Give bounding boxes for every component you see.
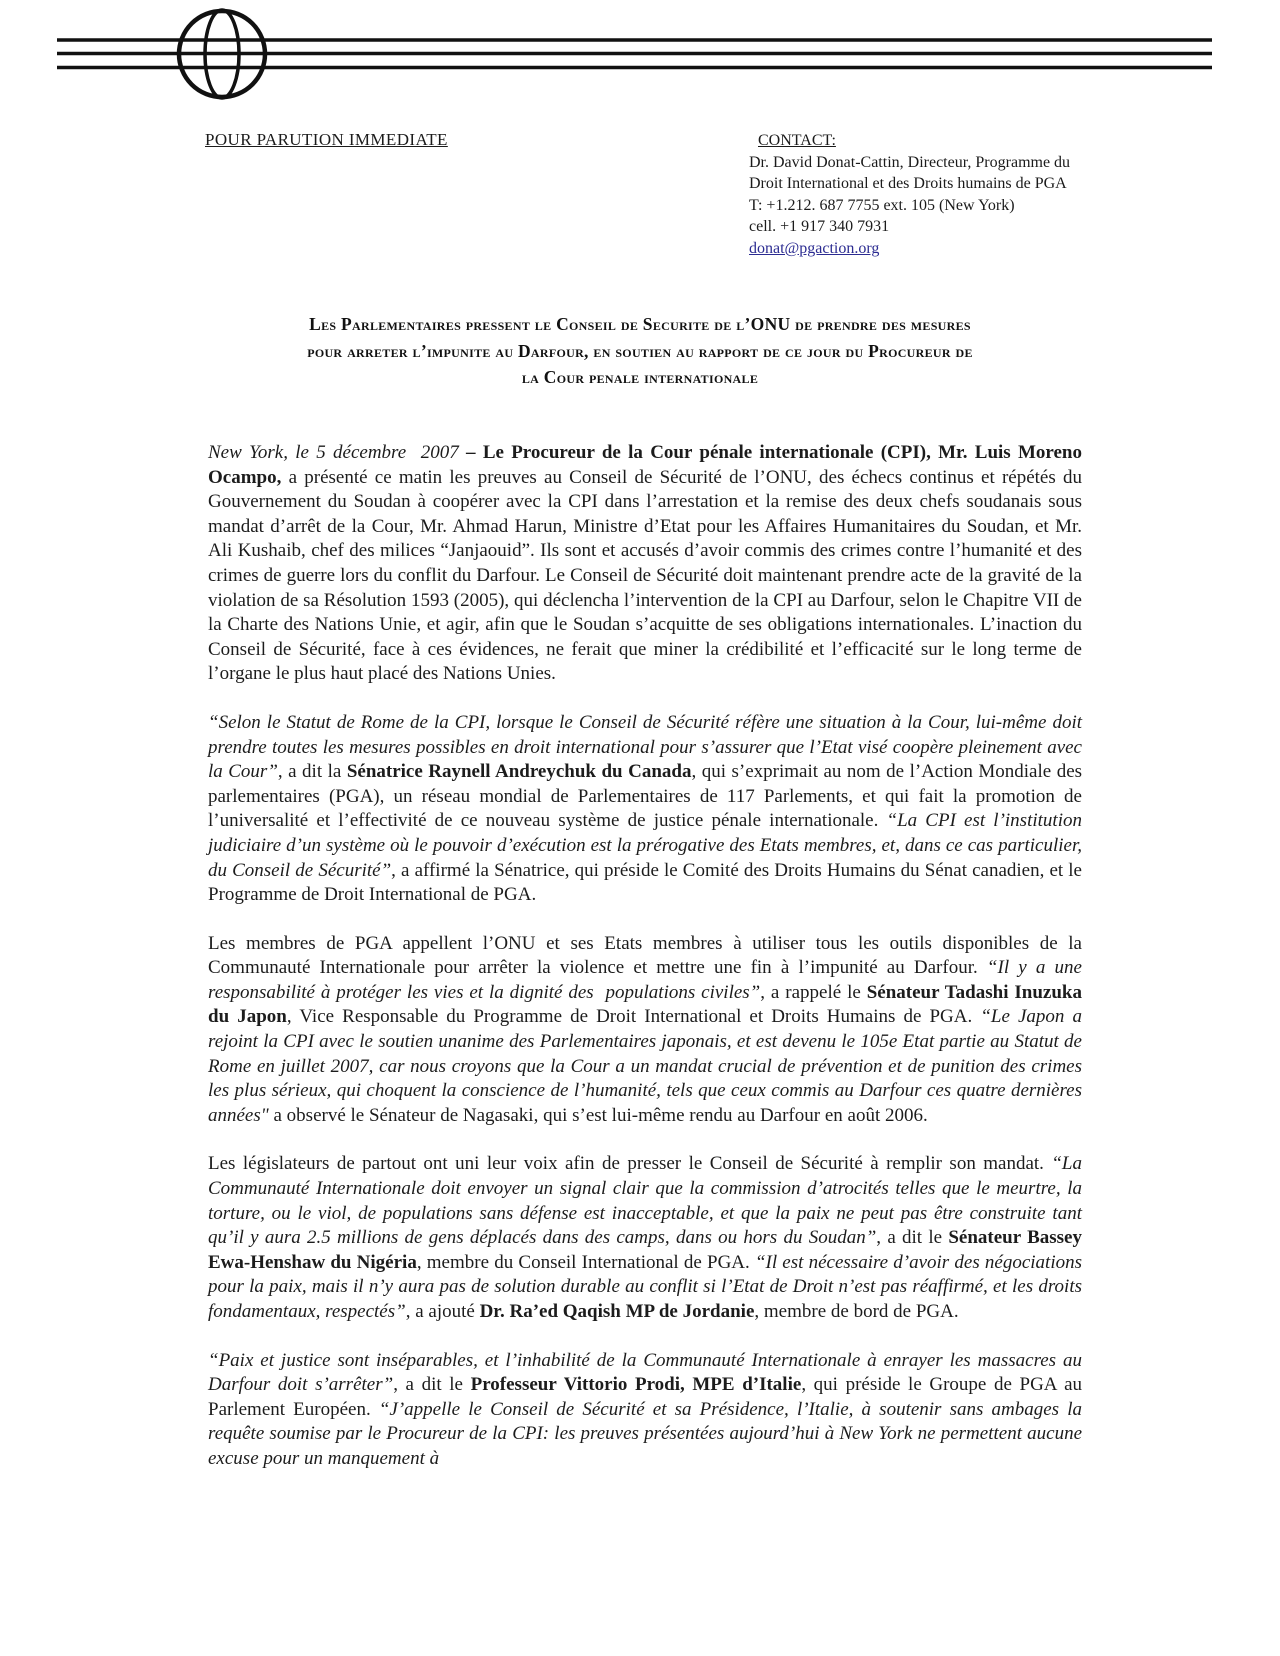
release-statement: POUR PARUTION IMMEDIATE [205, 130, 448, 149]
text-run-bold: Sénateur Bassey Ewa-Henshaw du Nigéria [208, 1227, 1082, 1273]
text-run-bold: – Le Procureur de la Cour pénale internationale (CPI), Mr. Luis Moreno Ocampo, [208, 442, 1082, 488]
text-run-bold: Dr. Ra’ed Qaqish MP de Jordanie [479, 1301, 755, 1322]
text-run-regular: , a dit le [393, 1374, 471, 1396]
title-line: pour arreter l’impunite au Darfour, en soutien au rapport de ce jour du Procureur de [307, 340, 973, 361]
text-run-regular: a présenté ce matin les preuves au Conseil de Sécurité de l’ONU, des échecs continus et répétés du Gouvernement du Soudan à coopérer avec la CPI dans l’arrestation et la remise des deux chefs soudanais sous mandat d’arrêt de la Cour, Mr. Ahmad Harun, Ministre d’Etat pour les Affaires Humanitaires du Soudan, et Mr. Ali Kushaib, chef des milices “Janjaouid”. Ils sont et accusés d’avoir commis des crimes contre l’humanité et des crimes de guerre lors du conflit du Darfour. Le Conseil de Sécurité doit maintenant prendre acte de la gravité de la violation de sa Résolution 1593 (2005), qui déclencha l’intervention de la CPI au Darfour, selon le Chapitre VII de la Charte des Nations Unie, et agir, afin que le Soudan s’acquitte de ses obligations internationales. L’inaction du Conseil de Sécurité, face à ces évidences, ne ferait que miner la crédibilité et l’efficacité sur le long terme de l’organe le plus haut placé des Nations Unies. [208, 466, 1082, 685]
title-line: Les Parlementaires pressent le Conseil de Securite de l’ONU de prendre des mesures [309, 314, 971, 334]
text-run-bold: Sénateur Tadashi Inuzuka du Japon [208, 981, 1082, 1028]
body-paragraph [208, 1349, 1082, 1472]
logo-rule-lines [57, 40, 1212, 68]
text-run-italic: “Paix et justice sont inséparables, et l’inhabilité de la Communauté Internationale à enrayer les massacres au Darfour doit s’arrêter” [208, 1349, 1082, 1396]
body-paragraph [208, 441, 1082, 687]
text-run-italic: “La Communauté Internationale doit envoyer un signal clair que la commission d’atrocités telles que le meurtre, la torture, ou le viol, de populations sans défense est inacceptable, et que la paix ne peut pas être construite tant qu’il y aura 2.5 millions de gens déplacés dans des camps, dans ou hors du Soudan” [208, 1153, 1082, 1249]
body-paragraph [208, 1152, 1082, 1324]
text-run-italic: “Il est nécessaire d’avoir des négociations pour la paix, mais il n’y aura pas de solution durable au conflit si l’Etat de Droit n’est pas réaffirmé, et les droits fondamentaux, respectés” [208, 1251, 1082, 1322]
contact-lines [749, 152, 1119, 238]
contact-line: Droit International et des Droits humains de PGA [749, 175, 1067, 192]
text-run-italic: New York, le 5 décembre 2007 [208, 442, 467, 463]
press-release-title [196, 311, 1084, 391]
contact-line: T: +1.212. 687 7755 ext. 105 (New York) [749, 196, 1015, 214]
text-run-italic: “Il y a une responsabilité à protéger les vies et la dignité des populations civiles” [208, 957, 1082, 1003]
pga-logo [0, 0, 1280, 110]
text-run-italic: “Selon le Statut de Rome de la CPI, lorsque le Conseil de Sécurité réfère une situation à la Cour, lui-même doit prendre toutes les mesures possibles en droit international pour s’assurer que l’Etat visé coopère pleinement avec la Cour” [208, 711, 1082, 783]
text-run-bold: Professeur Vittorio Prodi, MPE d’Italie [470, 1374, 802, 1396]
body-paragraph [208, 711, 1082, 908]
text-run-italic: “La CPI est l’institution judiciaire d’un système où le pouvoir d’exécution est la prérogative des Etats membres, et, dans ce cas particulier, du Conseil de Sécurité” [208, 810, 1082, 881]
text-run-regular: , a rappelé le [760, 981, 867, 1003]
text-run-regular: , a dit la [277, 761, 347, 783]
contact-block [749, 130, 1119, 259]
body-paragraph [208, 932, 1082, 1129]
contact-email-link[interactable]: donat@pgaction.org [749, 239, 880, 257]
text-run-regular: , membre du Conseil International de PGA. [416, 1251, 755, 1273]
contact-heading: CONTACT: [758, 132, 836, 149]
text-run-regular: , Vice Responsable du Programme de Droit International et Droits Humains de PGA. [286, 1006, 981, 1028]
text-run-bold: Sénatrice Raynell Andreychuk du Canada [346, 761, 692, 783]
document-body [208, 441, 1082, 1496]
title-line: la Cour penale internationale [521, 367, 759, 387]
text-run-regular: Les législateurs de partout ont uni leur voix afin de presser le Conseil de Sécurité à remplir son mandat. [208, 1153, 1052, 1175]
text-run-regular: a observé le Sénateur de Nagasaki, qui s’est lui-même rendu au Darfour en août 2006. [268, 1104, 928, 1126]
text-run-regular: , qui préside le Groupe de PGA au Parlement Européen. [208, 1374, 1083, 1420]
text-run-regular: , a affirmé la Sénatrice, qui préside le Comité des Droits Humains du Sénat canadien, et le Programme de Droit International de PGA. [208, 859, 1082, 906]
text-run-regular: , a dit le [876, 1227, 949, 1249]
text-run-italic: “Le Japon a rejoint la CPI avec le soutien unanime des Parlementaires japonais, et est devenu le 105e Etat partie au Statut de Rome en juillet 2007, car nous croyons que la Cour a un mandat crucial de prévention et de punition des crimes les plus sérieux, qui choquent la conscience de l’humanité, tels que ceux commis au Darfour ces quatre dernières années" [208, 1006, 1083, 1126]
contact-line: cell. +1 917 340 7931 [749, 218, 890, 235]
contact-line: Dr. David Donat-Cattin, Directeur, Programme du [749, 153, 1071, 171]
text-run-regular: , a ajouté [405, 1301, 480, 1322]
text-run-regular: , qui s’exprimait au nom de l’Action Mondiale des parlementaires (PGA), un réseau mondial de Parlementaires de 117 Parlements, et qui fait la promotion de l’universalité et l’effectivité de ce nouveau système de justice pénale internationale. [208, 761, 1083, 832]
text-run-italic: “J’appelle le Conseil de Sécurité et sa Présidence, l’Italie, à soutenir sans ambages la requête soumise par le Procureur de la CPI: les preuves présentées aujourd’hui à New York ne permettent aucune excuse pour un manquement à [208, 1398, 1082, 1469]
text-run-regular: Les membres de PGA appellent l’ONU et ses Etats membres à utiliser tous les outils disponibles de la Communauté Internationale pour arrêter la violence et mettre une fin à l’impunité au Darfour. [208, 932, 1082, 979]
text-run-regular: , membre de bord de PGA. [754, 1301, 959, 1322]
